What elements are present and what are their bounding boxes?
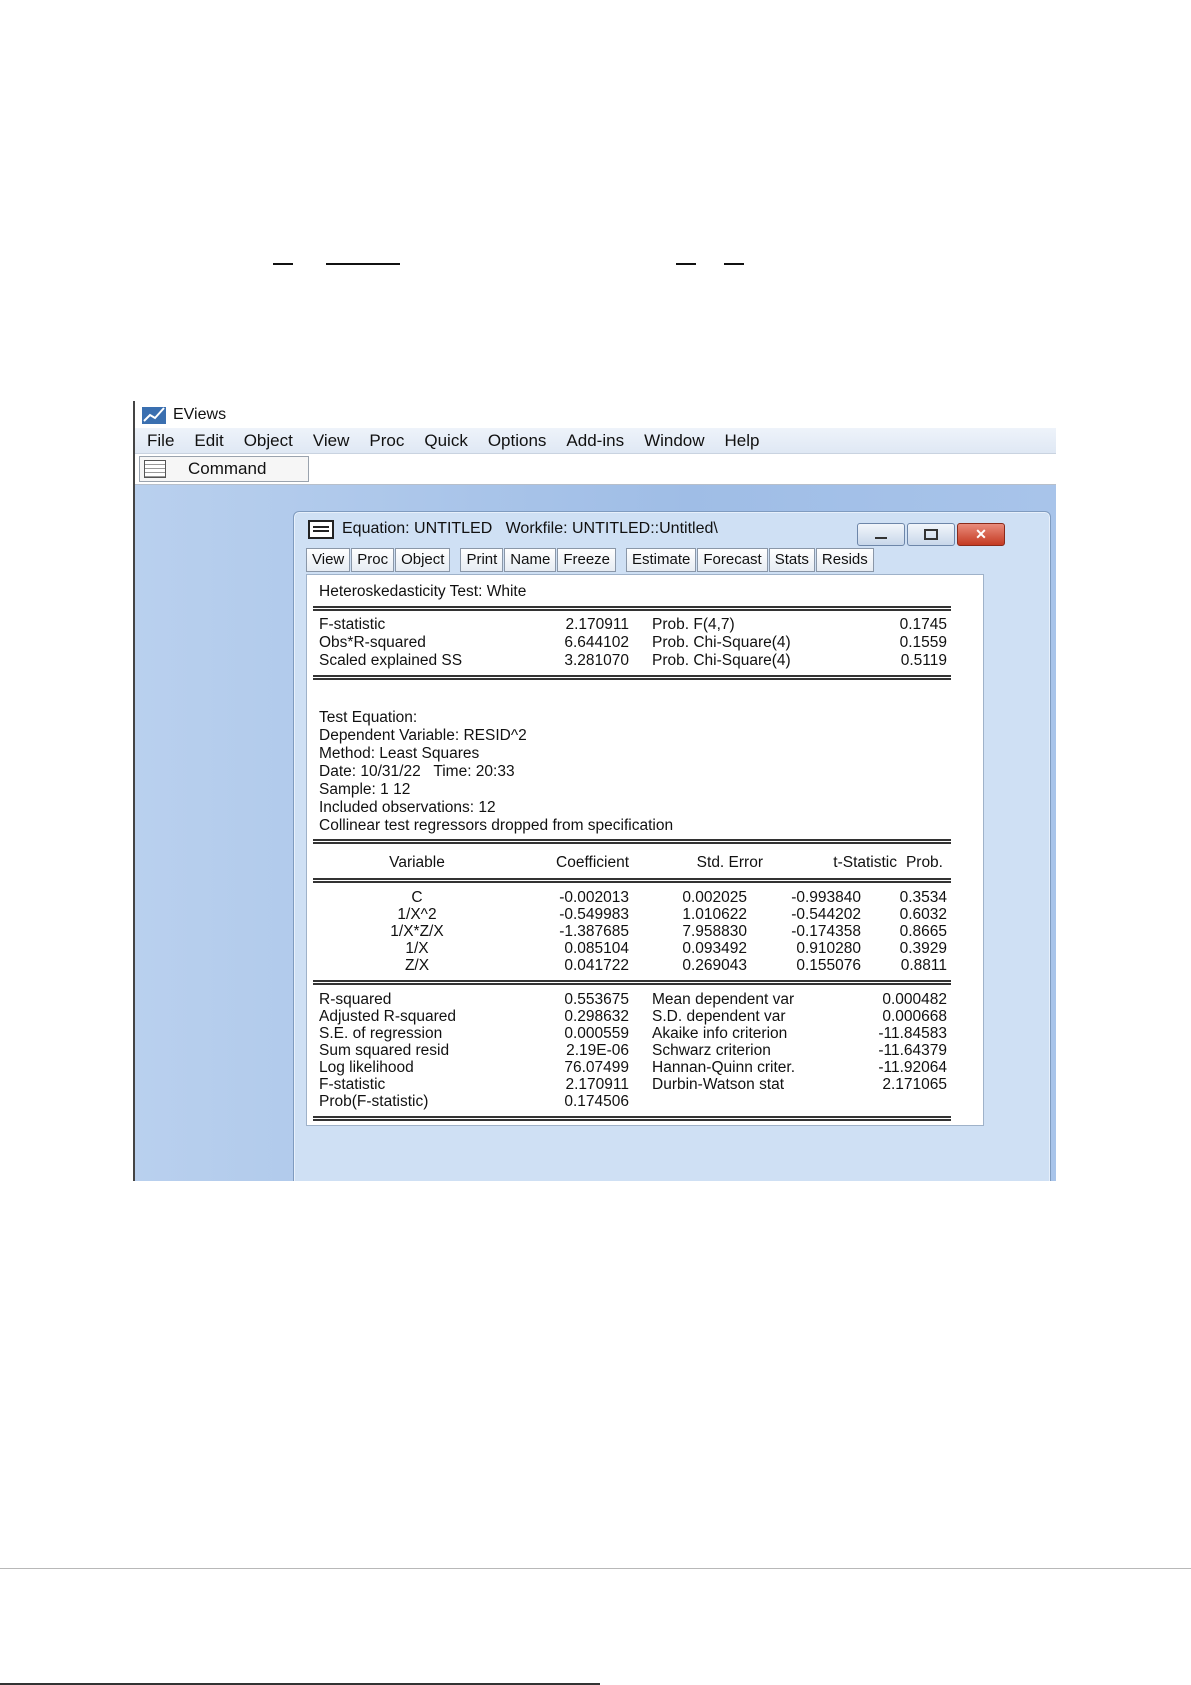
summary-label: Scaled explained SS (319, 652, 463, 669)
stat-label: S.E. of regression (319, 1025, 443, 1042)
variable-cell: 1/X*Z/X (390, 923, 444, 940)
maximize-button[interactable] (907, 523, 955, 546)
coefficient-cell: -0.002013 (559, 889, 629, 906)
info-line: Method: Least Squares (319, 745, 480, 762)
tstat-cell: 0.910280 (796, 940, 861, 957)
variable-cell: C (411, 889, 423, 906)
menu-add-ins[interactable]: Add-ins (566, 430, 625, 450)
test-title: Heteroskedasticity Test: White (319, 583, 527, 600)
page-footer-rule (0, 1568, 1191, 1569)
info-line: Date: 10/31/22 Time: 20:33 (319, 763, 515, 780)
summary-value: 2.170911 (565, 616, 629, 633)
minimize-button[interactable] (857, 523, 905, 546)
stat-label: Schwarz criterion (652, 1042, 771, 1059)
column-header: Std. Error (696, 854, 763, 871)
info-line: Sample: 1 12 (319, 781, 411, 798)
tstat-cell: -0.174358 (791, 923, 861, 940)
stat-label: S.D. dependent var (652, 1008, 786, 1025)
stderr-cell: 0.093492 (682, 940, 747, 957)
summary-prob: 0.1745 (899, 616, 947, 633)
stat-label: R-squared (319, 991, 392, 1008)
stat-label: Mean dependent var (652, 991, 795, 1008)
column-header: t-Statistic (833, 854, 897, 871)
stat-value: 2.170911 (565, 1076, 629, 1093)
stderr-cell: 1.010622 (682, 906, 747, 923)
coefficient-cell: -1.387685 (559, 923, 629, 940)
menu-quick[interactable]: Quick (424, 430, 468, 450)
variable-cell: Z/X (404, 957, 430, 974)
menu-options[interactable]: Options (487, 430, 547, 450)
prob-cell: 0.3929 (899, 940, 947, 957)
summary-prob: 0.5119 (900, 652, 947, 669)
separator (313, 839, 951, 844)
toolbar-estimate-button[interactable]: Estimate (626, 548, 696, 572)
info-line: Test Equation: (319, 709, 418, 726)
command-label: Command (188, 459, 267, 478)
stat-label: Hannan-Quinn criter. (652, 1059, 796, 1076)
eviews-window (133, 401, 1056, 1181)
tstat-cell: -0.544202 (791, 906, 861, 923)
stderr-cell: 0.269043 (682, 957, 747, 974)
stat-value: 0.553675 (564, 991, 629, 1008)
app-title: EViews (173, 405, 227, 423)
coefficient-cell: 0.085104 (564, 940, 629, 957)
minimize-icon (875, 537, 887, 539)
stat-value: 76.07499 (564, 1059, 629, 1076)
stat-value: 0.000559 (564, 1025, 629, 1042)
column-header: Coefficient (556, 854, 629, 871)
app-titlebar (135, 401, 1056, 428)
toolbar-print-button[interactable]: Print (460, 548, 503, 572)
menu-view[interactable]: View (312, 430, 350, 450)
equation-title: Equation: UNTITLED Workfile: UNTITLED::Untitled\ (342, 520, 718, 537)
summary-value: 6.644102 (564, 634, 629, 651)
summary-prob-label: Prob. Chi-Square(4) (652, 652, 791, 669)
stderr-cell: 0.002025 (682, 889, 747, 906)
equation-icon (308, 520, 334, 539)
toolbar-object-button[interactable]: Object (395, 548, 450, 572)
toolbar-stats-button[interactable]: Stats (769, 548, 815, 572)
column-header: Variable (389, 854, 445, 871)
stat-value: -11.84583 (878, 1025, 947, 1042)
coefficient-cell: 0.041722 (564, 957, 629, 974)
stat-label: Akaike info criterion (652, 1025, 788, 1042)
toolbar-freeze-button[interactable]: Freeze (557, 548, 616, 572)
toolbar-proc-button[interactable]: Proc (351, 548, 394, 572)
variable-cell: 1/X^2 (397, 906, 437, 923)
stat-label: F-statistic (319, 1076, 386, 1093)
summary-prob: 0.1559 (899, 634, 947, 651)
stat-value: 0.000668 (882, 1008, 947, 1025)
toolbar-view-button[interactable]: View (306, 548, 350, 572)
info-line: Collinear test regressors dropped from specification (319, 817, 674, 834)
separator (313, 878, 951, 883)
stat-value: 0.298632 (564, 1008, 629, 1025)
stat-label: Log likelihood (319, 1059, 414, 1076)
toolbar-resids-button[interactable]: Resids (816, 548, 874, 572)
summary-value: 3.281070 (564, 652, 629, 669)
close-icon: ✕ (975, 526, 987, 542)
column-header: Prob. (905, 854, 943, 871)
maximize-icon (924, 529, 938, 540)
stat-label: Adjusted R-squared (319, 1008, 456, 1025)
equation-fragment (326, 263, 400, 265)
info-line: Included observations: 12 (319, 799, 496, 816)
tstat-cell: 0.155076 (796, 957, 861, 974)
menu-bar (135, 428, 1056, 454)
coefficient-cell: -0.549983 (559, 906, 629, 923)
prob-cell: 0.3534 (899, 889, 947, 906)
stat-label: Durbin-Watson stat (652, 1076, 785, 1093)
menu-window[interactable]: Window (644, 430, 705, 450)
stat-value: -11.92064 (878, 1059, 947, 1076)
stat-value: 2.19E-06 (566, 1042, 629, 1059)
command-window-icon (144, 460, 166, 478)
equation-fragment (724, 263, 744, 265)
summary-label: F-statistic (319, 616, 386, 633)
toolbar-forecast-button[interactable]: Forecast (697, 548, 767, 572)
equation-window (293, 511, 1051, 1181)
menu-edit[interactable]: Edit (194, 430, 224, 450)
workspace (135, 485, 1056, 1181)
prob-cell: 0.8811 (900, 957, 947, 974)
variable-cell: 1/X (405, 940, 429, 957)
prob-cell: 0.8665 (899, 923, 947, 940)
summary-prob-label: Prob. F(4,7) (652, 616, 735, 633)
summary-prob-label: Prob. Chi-Square(4) (652, 634, 791, 651)
equation-fragment (676, 263, 696, 265)
equation-fragment (273, 263, 293, 265)
close-button[interactable] (957, 523, 1005, 546)
menu-proc[interactable]: Proc (369, 430, 405, 450)
stat-label: Sum squared resid (319, 1042, 450, 1059)
stat-value: 2.171065 (882, 1076, 947, 1093)
eviews-logo-icon (141, 404, 167, 426)
separator (313, 606, 951, 611)
toolbar-name-button[interactable]: Name (504, 548, 556, 572)
stat-value: 0.174506 (564, 1093, 629, 1110)
info-line: Dependent Variable: RESID^2 (319, 727, 527, 744)
stderr-cell: 7.958830 (682, 923, 747, 940)
separator (313, 1116, 951, 1121)
estimation-output (306, 574, 984, 1126)
tstat-cell: -0.993840 (791, 889, 861, 906)
stat-value: -11.64379 (878, 1042, 947, 1059)
stat-label: Prob(F-statistic) (319, 1093, 429, 1110)
menu-object[interactable]: Object (243, 430, 293, 450)
command-button[interactable] (139, 456, 309, 482)
separator (313, 980, 951, 985)
stat-value: 0.000482 (882, 991, 947, 1008)
separator (313, 675, 951, 680)
summary-label: Obs*R-squared (319, 634, 426, 651)
prob-cell: 0.6032 (899, 906, 947, 923)
command-bar (135, 454, 1056, 485)
equation-toolbar (306, 548, 875, 572)
menu-file[interactable]: File (147, 430, 175, 450)
menu-help[interactable]: Help (724, 430, 760, 450)
